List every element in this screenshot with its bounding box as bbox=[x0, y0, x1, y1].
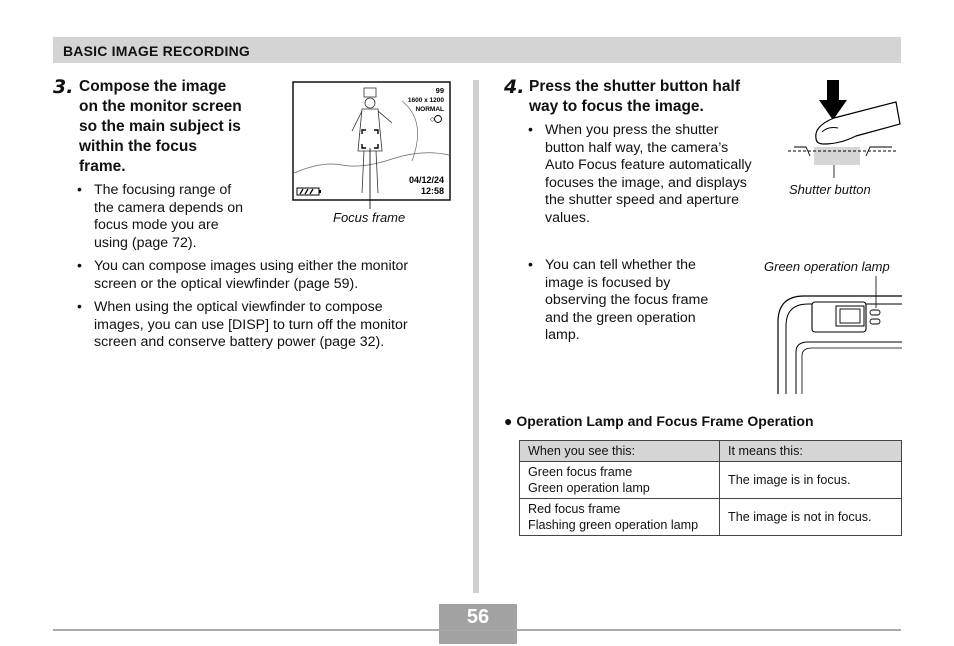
bullet-line: You can compose images using either the monitor bbox=[94, 258, 409, 274]
monitor-inner-outline bbox=[802, 348, 902, 394]
step-4-title-line: way to focus the image. bbox=[529, 98, 704, 115]
bullet-line: image is focused by bbox=[545, 274, 671, 291]
bullet-dot: • bbox=[77, 299, 82, 315]
column-divider bbox=[473, 80, 479, 593]
bullet-line: lamp. bbox=[545, 327, 580, 344]
table-cell-see bbox=[520, 499, 720, 536]
step-3-title-line: frame. bbox=[79, 158, 126, 175]
bullet-line: the shutter speed and aperture bbox=[545, 192, 740, 209]
bullet-line: screen and conserve battery power (page 32). bbox=[94, 334, 385, 351]
green-operation-lamp-icon bbox=[870, 310, 880, 324]
cell-line: Green focus frame bbox=[528, 465, 633, 479]
cell-line: Flashing green operation lamp bbox=[528, 518, 699, 532]
table-header-row bbox=[520, 441, 902, 462]
image-quality: NORMAL bbox=[415, 106, 444, 113]
table-header-cell: It means this: bbox=[720, 441, 902, 462]
operation-heading-text: Operation Lamp and Focus Frame Operation bbox=[516, 413, 814, 429]
bullet-dot: • bbox=[77, 182, 82, 198]
down-arrow-icon bbox=[819, 80, 847, 120]
cell-line: Red focus frame bbox=[528, 502, 621, 516]
step-4-bullet-1 bbox=[528, 122, 752, 228]
svg-text:◇: ◇ bbox=[430, 117, 435, 123]
step-3-bullet-2 bbox=[77, 258, 409, 293]
page-number: 56 bbox=[439, 604, 517, 630]
operation-table bbox=[519, 440, 902, 536]
focus-frame-caption: Focus frame bbox=[333, 210, 406, 225]
page-number-tab-bottom bbox=[439, 631, 517, 644]
table-cell-means: The image is not in focus. bbox=[720, 499, 902, 536]
bullet-line: the camera depends on bbox=[94, 199, 244, 216]
monitor-screen-illustration bbox=[292, 81, 452, 231]
bullet-line: and the green operation bbox=[545, 309, 696, 326]
step-3-bullet-3 bbox=[77, 299, 408, 352]
table-cell-see bbox=[520, 462, 720, 499]
shots-remaining: 99 bbox=[435, 86, 444, 95]
shutter-button-icon bbox=[788, 147, 896, 165]
table-row bbox=[520, 462, 902, 499]
green-lamp-caption: Green operation lamp bbox=[764, 259, 890, 274]
camera-back-illustration bbox=[776, 274, 902, 396]
table-cell-means: The image is in focus. bbox=[720, 462, 902, 499]
bullet-line: using (page 72). bbox=[94, 234, 197, 251]
step-3-bullet-1 bbox=[77, 182, 244, 252]
bullet-line: screen or the optical viewfinder (page 59). bbox=[94, 275, 359, 292]
bullet-line: The focusing range of bbox=[94, 182, 232, 198]
step-3-title-line: so the main subject is bbox=[79, 118, 241, 135]
step-3-title-line: on the monitor screen bbox=[79, 98, 242, 115]
bullet-dot: • bbox=[528, 122, 533, 138]
step-4-title bbox=[529, 77, 740, 117]
bullet-dot: • bbox=[77, 258, 82, 274]
step-4-title-line: Press the shutter button half bbox=[529, 78, 740, 95]
bullet-dot: • bbox=[528, 257, 533, 273]
step-4-number: 4. bbox=[504, 76, 525, 98]
monitor-outline bbox=[796, 342, 902, 394]
bullet-circle-icon: ● bbox=[504, 413, 513, 429]
bullet-line: When using the optical viewfinder to compose bbox=[94, 299, 383, 315]
cell-line: Green operation lamp bbox=[528, 481, 650, 495]
bullet-line: When you press the shutter bbox=[545, 122, 719, 138]
time-display: 12:58 bbox=[420, 186, 444, 196]
step-3-title-line: Compose the image bbox=[79, 78, 227, 95]
table-row bbox=[520, 499, 902, 536]
shutter-button-caption: Shutter button bbox=[789, 182, 871, 197]
image-size: 1600 x 1200 bbox=[407, 97, 444, 104]
bullet-line: images, you can use [DISP] to turn off the monitor bbox=[94, 316, 408, 333]
step-4-bullet-2 bbox=[528, 257, 709, 345]
shutter-press-illustration bbox=[786, 78, 901, 180]
date-display: 04/12/24 bbox=[408, 175, 444, 185]
bullet-line: You can tell whether the bbox=[545, 257, 696, 273]
step-3-number: 3. bbox=[53, 76, 74, 98]
bullet-line: Auto Focus feature automatically bbox=[545, 157, 752, 174]
step-3-title bbox=[79, 77, 242, 177]
bullet-line: values. bbox=[545, 209, 590, 226]
table-header-cell: When you see this: bbox=[520, 441, 720, 462]
viewfinder-icon bbox=[812, 302, 866, 332]
step-3-title-line: within the focus bbox=[79, 138, 197, 155]
operation-heading bbox=[504, 413, 814, 429]
section-title: BASIC IMAGE RECORDING bbox=[63, 43, 250, 59]
bullet-line: focus mode you are bbox=[94, 217, 219, 234]
bullet-line: focuses the image, and displays bbox=[545, 174, 747, 191]
bullet-line: button half way, the camera’s bbox=[545, 139, 729, 156]
bullet-line: observing the focus frame bbox=[545, 292, 709, 309]
